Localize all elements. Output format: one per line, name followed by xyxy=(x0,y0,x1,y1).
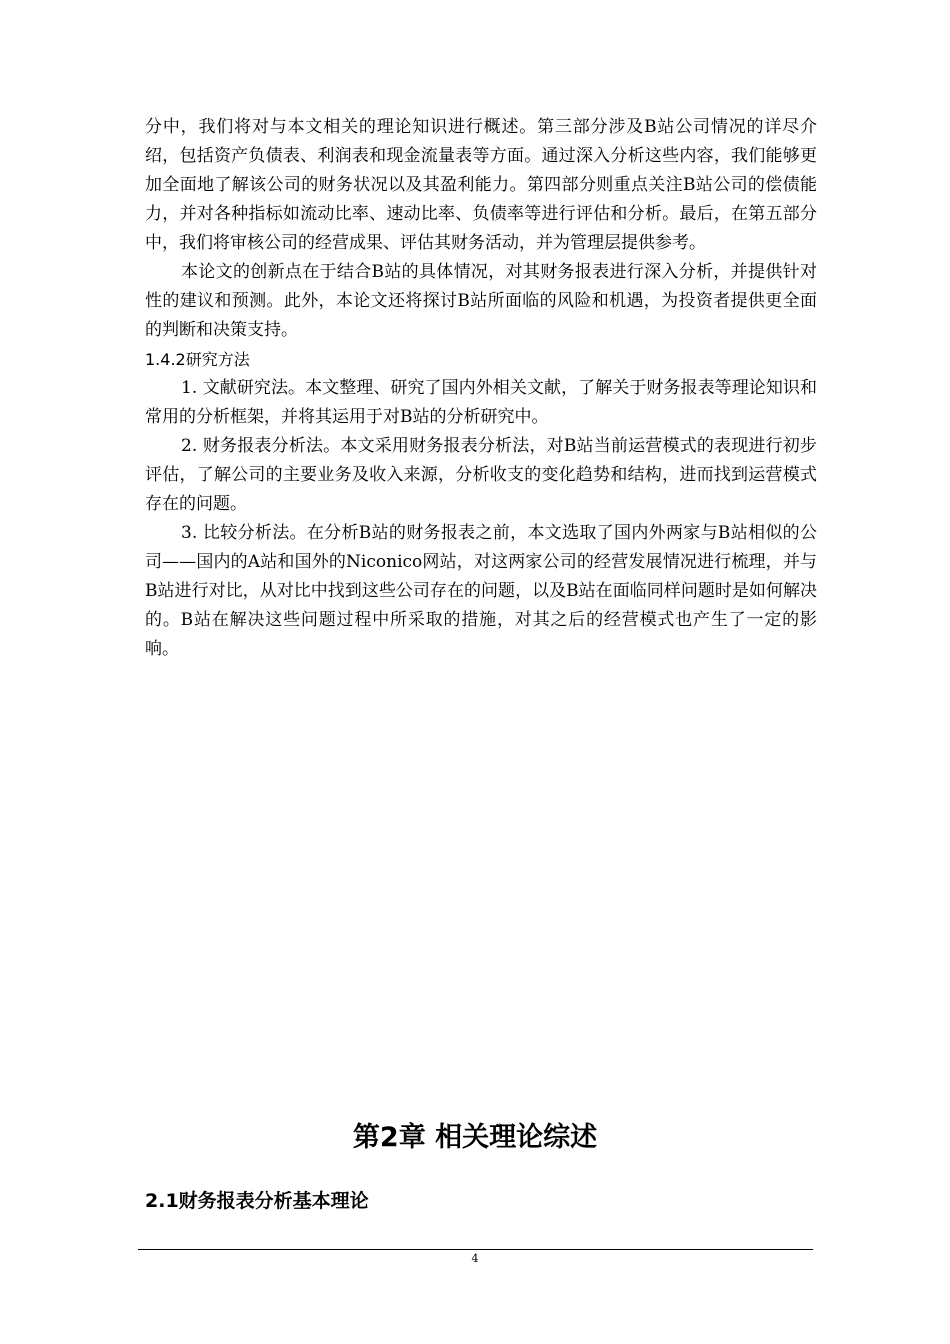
page-number: 4 xyxy=(471,1252,479,1265)
method-comparative-analysis: 3. 比较分析法。在分析B站的财务报表之前，本文选取了国内外两家与B站相似的公司——国内的A站和国外的Niconico网站，对这两家公司的经营发展情况进行梳理，并与B站进行对比，从对比中找到这些公司存在的问题，以及B站在面临同样问题时是如何解决的。B站在解决这些问题过程中所采取的措施，对其之后的经营模式也产生了一定的影响。 xyxy=(145,523,817,659)
subheading-research-methods: 1.4.2研究方法 xyxy=(145,350,250,369)
footer-divider xyxy=(138,1249,813,1250)
method-financial-statement-analysis: 2. 财务报表分析法。本文采用财务报表分析法，对B站当前运营模式的表现进行初步评估，了解公司的主要业务及收入来源，分析收支的变化趋势和结构，进而找到运营模式存在的问题。 xyxy=(145,436,817,514)
body-text xyxy=(145,113,817,664)
section-heading: 2.1财务报表分析基本理论 xyxy=(145,1190,369,1212)
paragraph-structure-overview: 分中，我们将对与本文相关的理论知识进行概述。第三部分涉及B站公司情况的详尽介绍，包括资产负债表、利润表和现金流量表等方面。通过深入分析这些内容，我们能够更加全面地了解该公司的财务状况以及其盈利能力。第四部分则重点关注B站公司的偿债能力，并对各种指标如流动比率、速动比率、负债率等进行评估和分析。最后，在第五部分中，我们将审核公司的经营成果、评估其财务活动，并为管理层提供参考。 xyxy=(145,117,817,253)
method-literature-research: 1. 文献研究法。本文整理、研究了国内外相关文献，了解关于财务报表等理论知识和常用的分析框架，并将其运用于对B站的分析研究中。 xyxy=(145,378,817,427)
paragraph-innovation: 本论文的创新点在于结合B站的具体情况，对其财务报表进行深入分析，并提供针对性的建议和预测。此外，本论文还将探讨B站所面临的风险和机遇，为投资者提供更全面的判断和决策支持。 xyxy=(145,262,817,340)
chapter-title: 第2章 相关理论综述 xyxy=(352,1122,598,1153)
